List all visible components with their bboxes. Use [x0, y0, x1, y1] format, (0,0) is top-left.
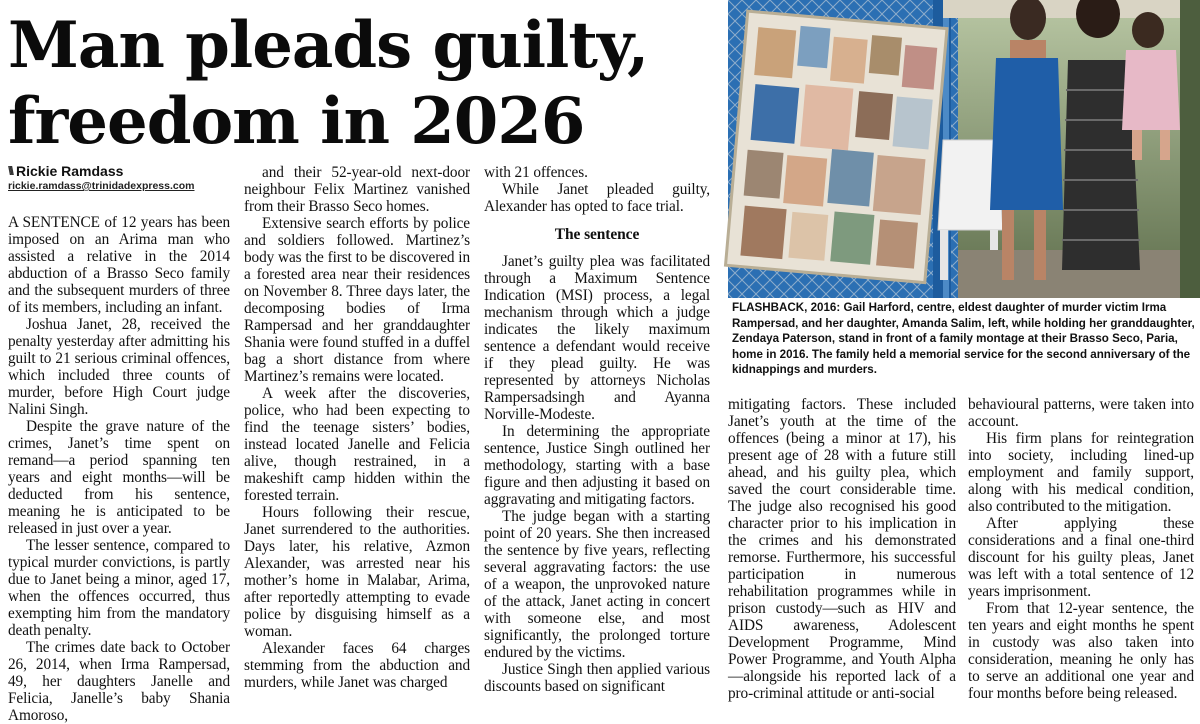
paragraph: A week after the discoveries, police, who had been expecting to find the teenage sisters’ bodies, instead located Janelle and Felicia alive, though restrained, in a makeshift camp hidden within the forested terrain.: [244, 385, 470, 504]
paragraph: Extensive search efforts by police and soldiers followed. Martinez’s body was the first to be discovered in a forested area near their residences on November 8. Three days later, the decomposing bodies of Irma Rampersad and her granddaughter Shania were found stuffed in a duffel bag a short distance from where Martinez’s remains were located.: [244, 215, 470, 385]
paragraph: Janet’s guilty plea was facilitated through a Maximum Sentence Indication (MSI) process, a legal mechanism through which a judge indicates the likely maximum sentence a defendant would receive if they plead guilty. He was represented by attorneys Nicholas Rampersadsingh and Ayanna Norville-Modeste.: [484, 253, 710, 423]
family-montage-photo: [728, 0, 1200, 298]
article-column-4: [728, 396, 956, 702]
byline-slash-icon: \\\: [8, 164, 13, 178]
photo-caption: FLASHBACK, 2016: Gail Harford, centre, eldest daughter of murder victim Irma Rampersad, and her daughter, Amanda Salim, left, while holding her granddaughter, Zendaya Paterson, stand in front of a family montage at their Brasso Seco, Paria, home in 2016. The family held a memorial service for the second anniversary of the kidnappings and murders.: [732, 301, 1195, 376]
headline-line-2: freedom in 2026: [8, 84, 585, 159]
byline-email-link[interactable]: rickie.ramdass@trinidadexpress.com: [8, 180, 195, 192]
headline-line-1: Man pleads guilty,: [8, 8, 649, 83]
paragraph: and their 52-year-old next-door neighbour Felix Martinez vanished from their Brasso Seco homes.: [244, 164, 470, 215]
paragraph: While Janet pleaded guilty, Alexander has opted to face trial.: [484, 181, 710, 215]
paragraph: Joshua Janet, 28, received the penalty yesterday after admitting his guilt to 21 serious criminal offences, which included three counts of murder, before High Court judge Nalini Singh.: [8, 316, 230, 418]
paragraph: Justice Singh then applied various discounts based on significant: [484, 661, 710, 695]
paragraph: mitigating factors. These included Janet’s youth at the time of the offences (being a minor at 17), his present age of 28 with a future still ahead, and his guilty plea, which saved the court considerable time. The judge also recognised his good character prior to his implication in the crimes and his demonstrated remorse. Furthermore, his successful participation in numerous rehabilitation programmes while in prison custody—such as HIV and AIDS awareness, Adolescent Development Programme, Mind Power Programme, and Youth Alpha—alongside his reported lack of a pro-criminal attitude or anti-social: [728, 396, 956, 702]
byline-author: Rickie Ramdass: [16, 163, 124, 179]
article-column-5: [968, 396, 1194, 702]
article-column-2: [244, 164, 470, 692]
paragraph: Despite the grave nature of the crimes, Janet’s time spent on remand—a period spanning ten years and eight months—will be deducted from his sentence, meaning he is anticipated to be released in just over a year.: [8, 418, 230, 537]
byline-author-row: [8, 163, 238, 179]
paragraph: From that 12-year sentence, the ten years and eight months he spent in custody was also taken into consideration, meaning he only has to serve an additional one year and four months before being released.: [968, 600, 1194, 702]
paragraph: A SENTENCE of 12 years has been imposed on an Arima man who assisted a relative in the 2014 abduction of a Brasso Seco family and the subsequent murders of three of its members, including an infant.: [8, 214, 230, 316]
byline: [8, 163, 238, 193]
paragraph: The crimes date back to October 26, 2014, when Irma Rampersad, 49, her daughters Janelle and Felicia, Janelle’s baby Shania Amoroso,: [8, 639, 230, 724]
paragraph: with 21 offences.: [484, 164, 588, 181]
paragraph: Hours following their rescue, Janet surrendered to the authorities. Days later, his relative, Azmon Alexander, was arrested near his mother’s home in Malabar, Arima, after reportedly attempting to evade police by disguising himself as a woman.: [244, 504, 470, 640]
paragraph: After applying these considerations and a final one-third discount for his guilty pleas, Janet was left with a total sentence of 12 years imprisonment.: [968, 515, 1194, 600]
paragraph: The judge began with a starting point of 20 years. She then increased the sentence by five years, reflecting several aggravating factors: the use of a weapon, the unprovoked nature of the attack, Janet acting in concert with someone else, and most significantly, the prolonged torture endured by the victims.: [484, 508, 710, 661]
headline: [8, 8, 723, 160]
paragraph: behavioural patterns, were taken into account.: [968, 396, 1194, 430]
paragraph: His firm plans for reintegration into society, including lined-up employment and family support, along with his medical condition, also contributed to the mitigation.: [968, 430, 1194, 515]
article-column-1: [8, 214, 230, 724]
section-subhead: The sentence: [554, 226, 640, 243]
paragraph: Alexander faces 64 charges stemming from the abduction and murders, while Janet was charged: [244, 640, 470, 691]
paragraph: The lesser sentence, compared to typical murder convictions, is partly due to Janet being a minor, aged 17, when the offences occurred, thus exempting him from the mandatory death penalty.: [8, 537, 230, 639]
article-column-3: [484, 164, 710, 695]
paragraph: In determining the appropriate sentence, Justice Singh outlined her methodology, starting with a base figure and then adjusting it based on aggravating and mitigating factors.: [484, 423, 710, 508]
